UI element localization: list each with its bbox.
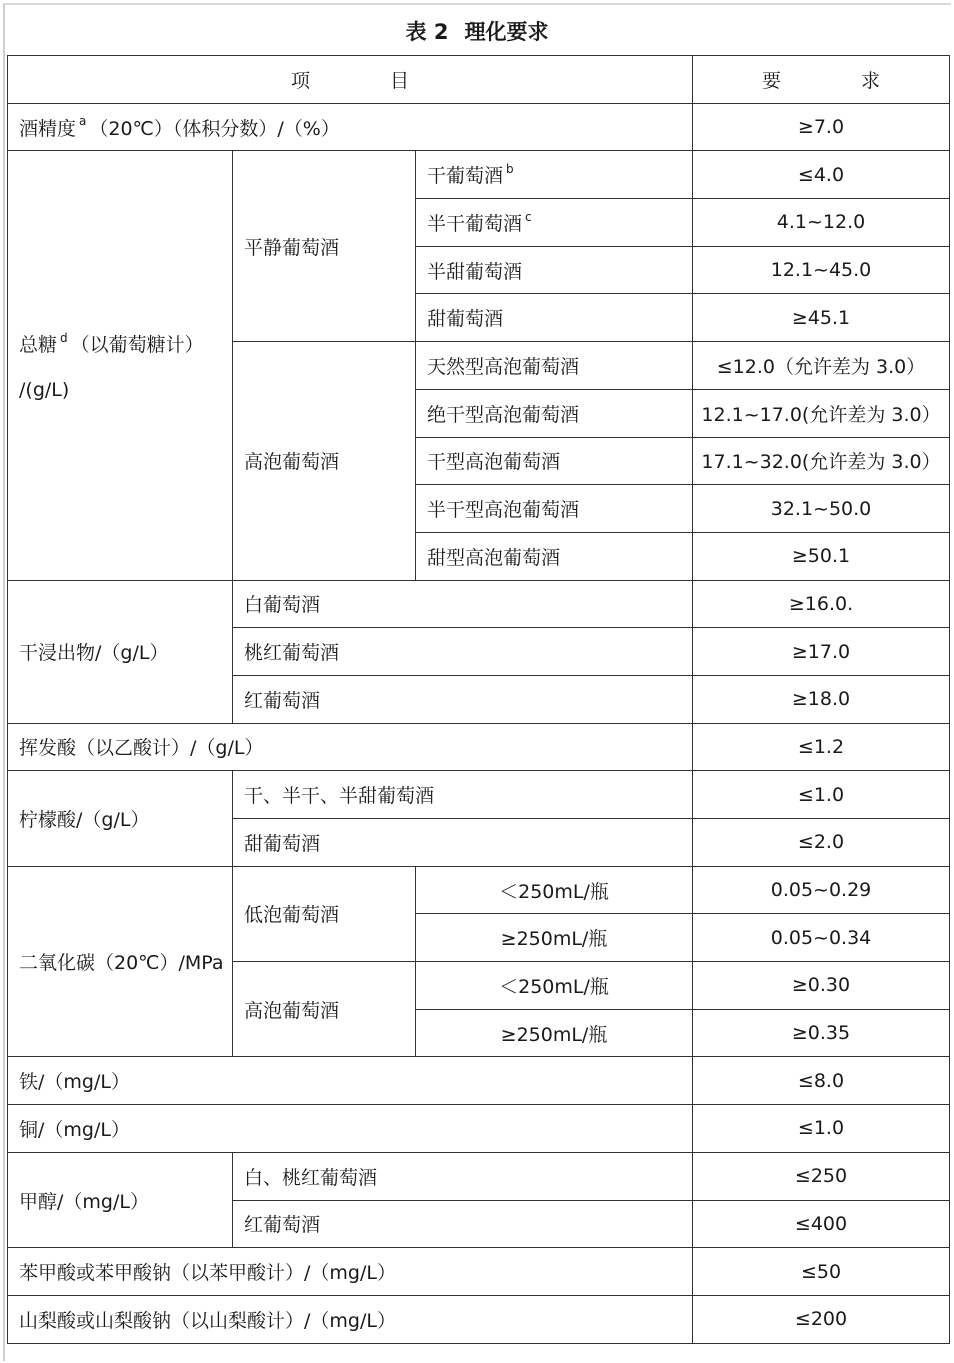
cell-value: ≥17.0 — [693, 628, 950, 676]
cell-name: 红葡萄酒 — [233, 675, 693, 723]
table-title — [0, 16, 954, 46]
cell-name: 干葡萄酒 $^b$ — [416, 151, 693, 199]
cell-value: ≤8.0 — [693, 1057, 950, 1105]
high-sparkling-label: 高泡葡萄酒 — [233, 962, 416, 1057]
physicochemical-requirements-table — [7, 55, 950, 1344]
table-row — [8, 580, 950, 628]
table-header-row — [8, 56, 950, 104]
cell-name: 白、桃红葡萄酒 — [233, 1152, 693, 1200]
cell-value: ≥0.30 — [693, 962, 950, 1010]
cell-name: 干、半干、半甜葡萄酒 — [233, 771, 693, 819]
cell-name: ＜250mL/瓶 — [416, 962, 693, 1010]
cell-name: 天然型高泡葡萄酒 — [416, 342, 693, 390]
cell-name: ≥250mL/瓶 — [416, 914, 693, 962]
benzoic-acid-label: 苯甲酸或苯甲酸钠（以苯甲酸计）/（mg/L） — [8, 1248, 693, 1296]
cell-value: ≥18.0 — [693, 675, 950, 723]
table-row — [8, 866, 950, 914]
cell-value: 0.05~0.34 — [693, 914, 950, 962]
methanol-label: 甲醇/（mg/L） — [8, 1152, 233, 1247]
cell-name: 半甜葡萄酒 — [416, 246, 693, 294]
low-sparkling-label: 低泡葡萄酒 — [233, 866, 416, 961]
table-row — [8, 103, 950, 151]
table-row — [8, 1295, 950, 1343]
cell-value: ≤4.0 — [693, 151, 950, 199]
table-row — [8, 723, 950, 771]
table-caption: 理化要求 — [464, 20, 549, 44]
co2-label: 二氧化碳（20℃）/MPa — [8, 866, 233, 1057]
cell-value: 12.1~17.0(允许差为 3.0） — [693, 389, 950, 437]
header-item: 项 目 — [8, 56, 693, 104]
volatile-acid-label: 挥发酸（以乙酸计）/（g/L） — [8, 723, 693, 771]
table-row — [8, 1248, 950, 1296]
cell-name: 绝干型高泡葡萄酒 — [416, 389, 693, 437]
header-requirement: 要 求 — [693, 56, 950, 104]
table-row — [8, 1057, 950, 1105]
cell-value: ≤1.0 — [693, 1105, 950, 1153]
alcohol-value: ≥7.0 — [693, 103, 950, 151]
cell-value: 12.1~45.0 — [693, 246, 950, 294]
cell-name: 甜型高泡葡萄酒 — [416, 532, 693, 580]
copper-label: 铜/（mg/L） — [8, 1105, 693, 1153]
alcohol-label: 酒精度 $^a$ （20℃）（体积分数）/（%） — [8, 103, 693, 151]
still-wine-label: 平静葡萄酒 — [233, 151, 416, 342]
table-row — [8, 1152, 950, 1200]
cell-name: ≥250mL/瓶 — [416, 1009, 693, 1057]
table-row — [8, 1105, 950, 1153]
cell-value: ≤2.0 — [693, 819, 950, 867]
cell-name: 半干葡萄酒 $^c$ — [416, 199, 693, 247]
cell-value: ≤250 — [693, 1152, 950, 1200]
table-number: 表 2 — [405, 20, 449, 44]
cell-value: ≤200 — [693, 1295, 950, 1343]
iron-label: 铁/（mg/L） — [8, 1057, 693, 1105]
cell-name: 半干型高泡葡萄酒 — [416, 485, 693, 533]
cell-value: 17.1~32.0(允许差为 3.0） — [693, 437, 950, 485]
cell-value: ≥0.35 — [693, 1009, 950, 1057]
sorbic-acid-label: 山梨酸或山梨酸钠（以山梨酸计）/（mg/L） — [8, 1295, 693, 1343]
cell-value: ≤50 — [693, 1248, 950, 1296]
cell-value: ≥50.1 — [693, 532, 950, 580]
table-row — [8, 151, 950, 199]
cell-name: 甜葡萄酒 — [416, 294, 693, 342]
cell-value: 4.1~12.0 — [693, 199, 950, 247]
cell-value: ≤400 — [693, 1200, 950, 1248]
cell-name: ＜250mL/瓶 — [416, 866, 693, 914]
cell-value: ≥45.1 — [693, 294, 950, 342]
cell-value: ≥16.0. — [693, 580, 950, 628]
cell-value: ≤1.2 — [693, 723, 950, 771]
dry-extract-label: 干浸出物/（g/L） — [8, 580, 233, 723]
table-row — [8, 771, 950, 819]
cell-value: ≤12.0（允许差为 3.0） — [693, 342, 950, 390]
sugar-label: 总糖 $^d$ （以葡萄糖计） /(g/L) — [8, 151, 233, 580]
cell-name: 红葡萄酒 — [233, 1200, 693, 1248]
cell-name: 甜葡萄酒 — [233, 819, 693, 867]
cell-value: ≤1.0 — [693, 771, 950, 819]
sparkling-wine-label: 高泡葡萄酒 — [233, 342, 416, 580]
cell-value: 0.05~0.29 — [693, 866, 950, 914]
cell-name: 白葡萄酒 — [233, 580, 693, 628]
cell-name: 干型高泡葡萄酒 — [416, 437, 693, 485]
citric-acid-label: 柠檬酸/（g/L） — [8, 771, 233, 866]
cell-value: 32.1~50.0 — [693, 485, 950, 533]
cell-name: 桃红葡萄酒 — [233, 628, 693, 676]
